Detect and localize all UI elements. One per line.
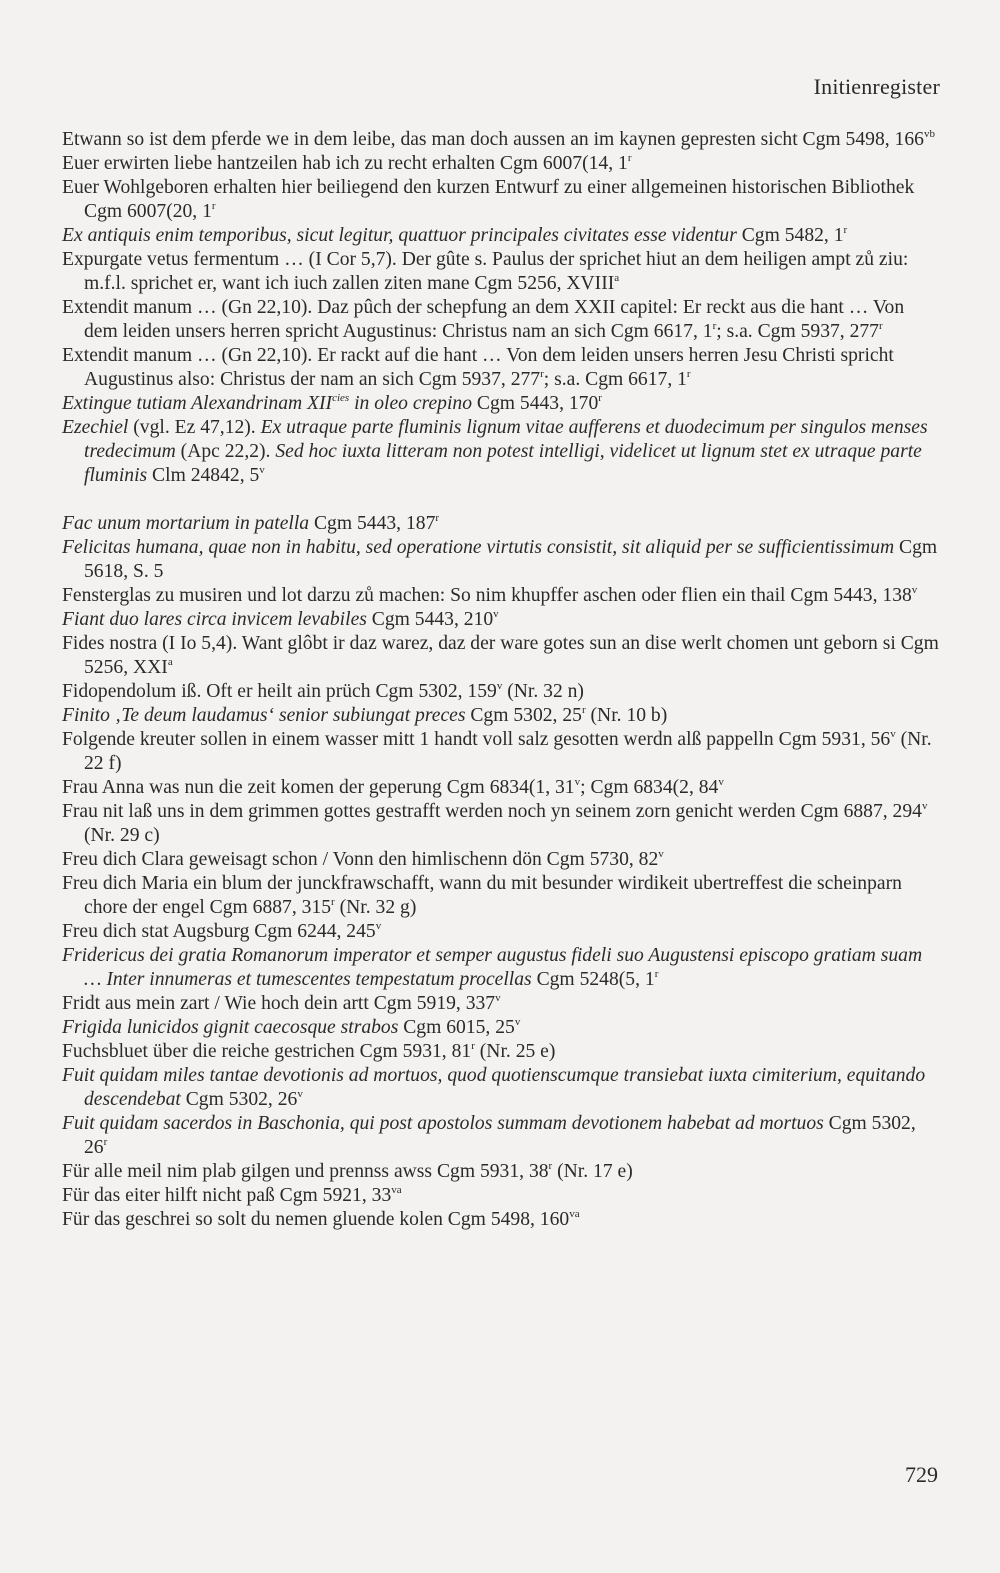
- entry-text: Fidopendolum iß. Oft er heilt ain prüch Cgm 5302, 159: [62, 681, 497, 702]
- index-entry: [62, 728, 940, 776]
- entry-text: Cgm 6015, 25: [398, 1017, 515, 1038]
- index-entry: [62, 1112, 940, 1160]
- index-entry: [62, 536, 940, 584]
- entry-text: (Nr. 10 b): [585, 705, 668, 726]
- entry-text: Cgm 5302, 25: [465, 705, 582, 726]
- entry-text: Cgm 5302, 26: [180, 1089, 298, 1110]
- entry-text: Extingue tutiam Alexandrinam XII: [62, 393, 333, 414]
- index-entry: [62, 152, 940, 176]
- entry-text: Frau nit laß uns in dem grimmen gottes gestrafft werden noch yn seinem zorn genicht werden Cgm 6887, 294: [62, 801, 922, 822]
- entry-text: Finito ‚Te deum laudamus‘ senior subiungat preces: [62, 705, 466, 726]
- entry-text: Fensterglas zu musiren und lot darzu zů machen: So nim khupffer aschen oder flien ein thail Cgm 5443, 138: [62, 585, 912, 606]
- entry-text: Frau Anna was nun die zeit komen der geperung Cgm 6834(1, 31: [62, 777, 575, 798]
- entry-text: ; Cgm 6834(2, 84: [580, 777, 719, 798]
- entry-text: Euer Wohlgeboren erhalten hier beiliegend den kurzen Entwurf zu einer allgemeinen historischen Bibliothek Cgm 6007(20, 1: [62, 177, 915, 222]
- folio-superscript: r: [471, 1040, 475, 1052]
- entry-text: Ex utraque parte fluminis lignum vitae aufferens et duodecimum per singulos menses tredecimum: [84, 417, 928, 462]
- entry-text: Cgm 5443, 170: [472, 393, 599, 414]
- entry-text: Fac unum mortarium in patella: [62, 513, 310, 534]
- index-entry: [62, 1208, 940, 1232]
- folio-superscript: r: [211, 200, 216, 212]
- index-entry: [62, 1160, 940, 1184]
- folio-superscript: r: [598, 392, 602, 404]
- folio-superscript: v: [493, 608, 499, 620]
- entry-text: Etwann so ist dem pferde we in dem leibe, das man doch aussen an im kaynen gepresten sicht Cgm 5498, 166: [62, 129, 924, 150]
- entry-text: Fides nostra (I Io 5,4). Want glôbt ir daz warez, daz der ware gotes sun an dise werlt chomen unt geborn si Cgm 5256, XXI: [62, 633, 939, 678]
- entry-text: (Nr. 32 n): [502, 681, 584, 702]
- folio-superscript: r: [435, 512, 440, 524]
- folio-superscript: r: [686, 368, 691, 380]
- entry-text: Frigida lunicidos gignit caecosque strabos: [62, 1017, 399, 1038]
- entry-text: Cgm 5302, 26: [84, 1113, 916, 1158]
- entry-text: Cgm 5443, 187: [309, 513, 436, 534]
- folio-superscript: v: [921, 800, 928, 812]
- entry-text: Expurgate vetus fermentum … (I Cor 5,7). Der gûte s. Paulus der sprichet hiut an dem heiligen ampt zů ziu: m.f.l. sprichet er, want ich iuch zallen ziten mane Cgm 5256, XVIII: [62, 249, 909, 294]
- folio-superscript: vb: [923, 128, 935, 140]
- index-entry: [62, 608, 940, 632]
- index-entry: [62, 512, 940, 536]
- folio-superscript: r: [331, 896, 335, 908]
- entry-text: (Nr. 32 g): [334, 897, 417, 918]
- index-entry: [62, 704, 940, 728]
- folio-superscript: v: [890, 728, 896, 740]
- index-entry: [62, 416, 940, 488]
- index-entry: [62, 872, 940, 920]
- entry-text: Für alle meil nim plab gilgen und prennss awss Cgm 5931, 38: [62, 1161, 549, 1182]
- entry-text: Freu dich Clara geweisagt schon / Vonn den himlischenn dön Cgm 5730, 82: [62, 849, 659, 870]
- entry-text: Für das geschrei so solt du nemen gluende kolen Cgm 5498, 160: [62, 1209, 570, 1230]
- folio-superscript: va: [391, 1184, 402, 1196]
- entry-text: Freu dich stat Augsburg Cgm 6244, 245: [62, 921, 376, 942]
- entry-text: (Apc 22,2).: [175, 441, 276, 462]
- entry-text: (vgl. Ez 47,12).: [128, 417, 261, 438]
- index-entry: [62, 848, 940, 872]
- index-entry: [62, 632, 940, 680]
- entry-text: ; s.a. Cgm 5937, 277: [716, 321, 879, 342]
- index-entry: [62, 1040, 940, 1064]
- folio-superscript: r: [878, 320, 883, 332]
- entry-text: Euer erwirten liebe hantzeilen hab ich zu recht erhalten Cgm 6007(14, 1: [62, 153, 628, 174]
- folio-superscript: a: [614, 272, 620, 284]
- index-entry: [62, 224, 940, 248]
- index-entry: [62, 992, 940, 1016]
- page-number: 729: [905, 1462, 938, 1487]
- entry-text: Fuit quidam sacerdos in Baschonia, qui post apostolos summam devotionem habebat ad mortuos: [62, 1113, 824, 1134]
- index-entry: [62, 392, 940, 416]
- index-entry: [62, 128, 940, 152]
- entry-text: (Nr. 25 e): [474, 1041, 556, 1062]
- index-entry: [62, 776, 940, 800]
- index-entry: [62, 680, 940, 704]
- folio-superscript: r: [548, 1160, 553, 1172]
- folio-superscript: r: [581, 704, 586, 716]
- folio-superscript: va: [569, 1208, 580, 1220]
- index-entry: [62, 176, 940, 224]
- entry-text: Felicitas humana, quae non in habitu, sed operatione virtutis consistit, sit aliquid per se sufficientissimum: [62, 537, 895, 558]
- index-entries: [62, 128, 940, 1232]
- index-entry: [62, 296, 940, 344]
- folio-superscript: r: [654, 968, 659, 980]
- folio-superscript: v: [495, 992, 501, 1004]
- entry-text: Ezechiel: [62, 417, 129, 438]
- entry-text: Sed hoc iuxta litteram non potest intelligi, videlicet ut lignum stet ex utraque parte fluminis: [84, 441, 922, 486]
- folio-superscript: r: [540, 368, 544, 380]
- entry-text: in oleo crepino: [349, 393, 472, 414]
- index-entry: [62, 248, 940, 296]
- index-entry: [62, 1016, 940, 1040]
- entry-text: Cgm 5443, 210: [366, 609, 494, 630]
- folio-superscript: v: [259, 464, 265, 476]
- folio-superscript: cies: [332, 392, 350, 404]
- folio-superscript: r: [712, 320, 717, 332]
- folio-superscript: r: [627, 152, 632, 164]
- index-entry: [62, 944, 940, 992]
- folio-superscript: v: [718, 776, 724, 788]
- folio-superscript: v: [911, 584, 918, 596]
- index-entry: [62, 1064, 940, 1112]
- entry-text: Cgm 5248(5, 1: [531, 969, 655, 990]
- entry-text: Ex antiquis enim temporibus, sicut legitur, quattuor principales civitates esse videntur: [62, 225, 737, 246]
- folio-superscript: v: [574, 776, 581, 788]
- entry-text: Für das eiter hilft nicht paß Cgm 5921, 33: [62, 1185, 392, 1206]
- entry-text: (Nr. 17 e): [552, 1161, 633, 1182]
- entry-text: Fiant duo lares circa invicem levabiles: [62, 609, 367, 630]
- entry-text: Extendit manum … (Gn 22,10). Daz pûch der schepfung an dem XXII capitel: Er reckt aus die hant … Von dem leiden unsers herren spricht Augustinus: Christus nam an sich Cgm 6617, 1: [62, 297, 905, 342]
- entry-text: Cgm 5482, 1: [736, 225, 844, 246]
- entry-text: Fuchsbluet über die reiche gestrichen Cgm 5931, 81: [62, 1041, 472, 1062]
- running-head: Initienregister: [813, 74, 940, 99]
- entry-text: Freu dich Maria ein blum der junckfrawschafft, wann du mit besunder wirdikeit ubertreffest die scheinparn chore der engel Cgm 6887, 315: [62, 873, 902, 918]
- index-entry: [62, 344, 940, 392]
- entry-text: Fridt aus mein zart / Wie hoch dein artt Cgm 5919, 337: [62, 993, 496, 1014]
- folio-superscript: v: [496, 680, 503, 692]
- folio-superscript: v: [297, 1088, 303, 1100]
- entry-text: (Nr. 29 c): [84, 825, 160, 846]
- folio-superscript: r: [103, 1136, 108, 1148]
- entry-text: Cgm 5618, S. 5: [84, 537, 938, 582]
- entry-text: Fridericus dei gratia Romanorum imperator et semper augustus fideli suo Augustensi episcopo gratiam suam … Inter innumeras et tumescentes tempestatum procellas: [62, 945, 923, 990]
- entry-text: Folgende kreuter sollen in einem wasser mitt 1 handt voll salz gesotten werdn alß pappelln Cgm 5931, 56: [62, 729, 891, 750]
- index-entry: [62, 800, 940, 848]
- index-entry: [62, 584, 940, 608]
- folio-superscript: a: [167, 656, 173, 668]
- entry-text: Clm 24842, 5: [147, 465, 260, 486]
- index-entry: [62, 920, 940, 944]
- index-entry: [62, 1184, 940, 1208]
- entry-text: Fuit quidam miles tantae devotionis ad mortuos, quod quotienscumque transiebat iuxta cimiterium, equitando descendebat: [62, 1065, 926, 1110]
- folio-superscript: v: [375, 920, 382, 932]
- entry-text: (Nr. 22 f): [84, 729, 932, 774]
- entry-text: ; s.a. Cgm 6617, 1: [543, 369, 687, 390]
- folio-superscript: r: [843, 224, 848, 236]
- folio-superscript: v: [514, 1016, 521, 1028]
- folio-superscript: v: [658, 848, 664, 860]
- entry-text: Extendit manum … (Gn 22,10). Er rackt auf die hant … Von dem leiden unsers herren Jesu Christi spricht Augustinus also: Christus der nam an sich Cgm 5937, 277: [62, 345, 894, 390]
